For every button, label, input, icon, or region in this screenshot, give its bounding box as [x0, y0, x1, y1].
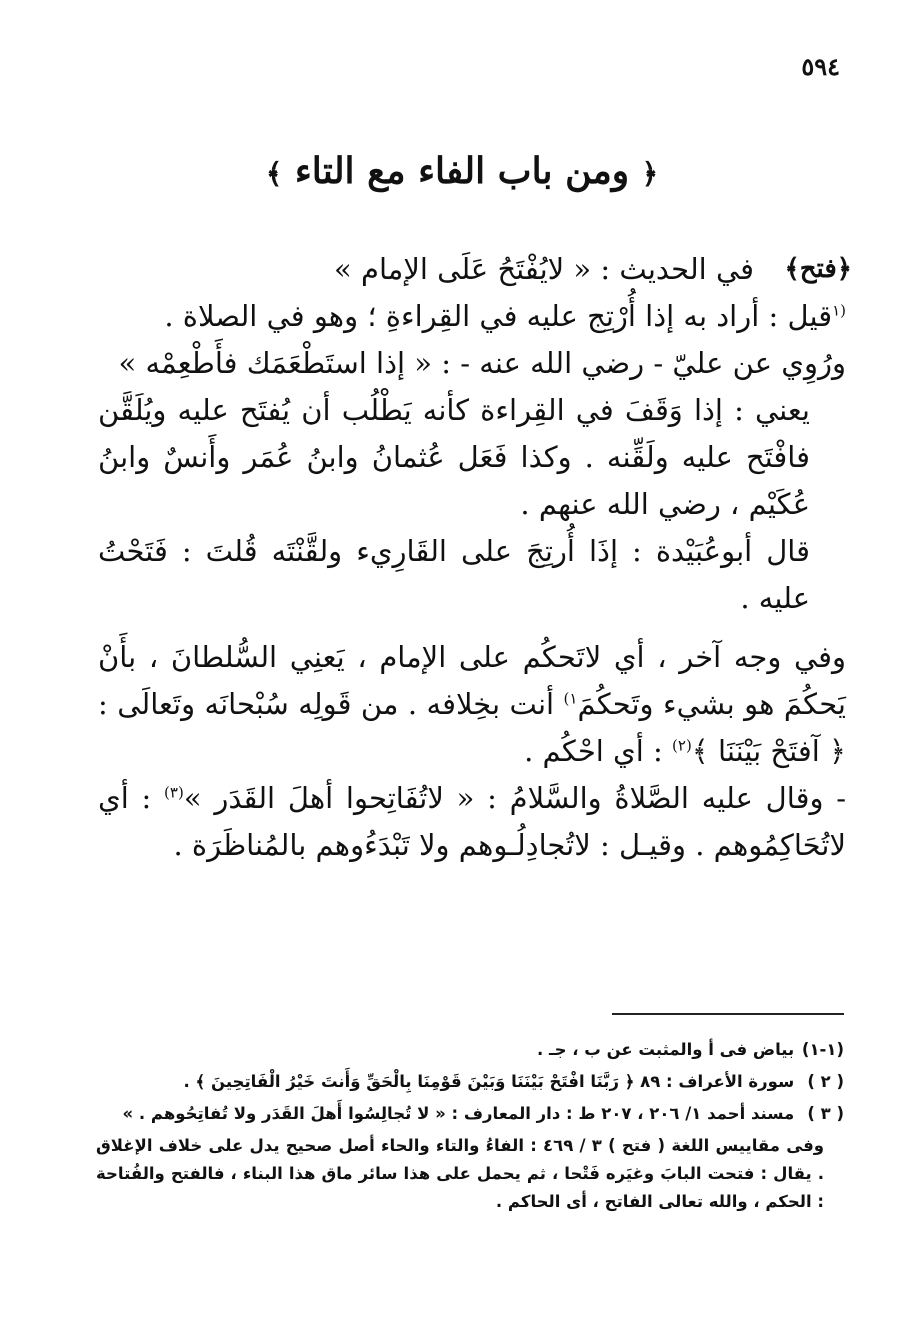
entry-paragraph-5: قال أبوعُبَيْدة : إذَا أُرتِجَ على القَارِيء ولقَّنْتَه قُلتَ : فَتَحْتُ عليه . — [98, 534, 811, 615]
footnote-marker: (٣) — [164, 783, 184, 802]
ornament-close: ﴾ — [265, 157, 283, 190]
page-number: ٥٩٤ — [801, 52, 840, 81]
footnote-3-continuation: وفى مقاييس اللغة ( فتح ) ٣ / ٤٦٩ : الفاءُ والتاء والحاء أصل صحيح يدل على خلاف الإغلاق . يقال : فتحت البابَ وغيَره فَتْحا ، ثم يحمل على هذا سائر ماق هذا البناء ، فالفتح والفُتاحة : الحكم ، والله تعالى الفاتح ، أى الحاكم . — [96, 1136, 824, 1211]
footnote-text: مسند أحمد ١/ ٢٠٦ ، ٢٠٧ ط : دار المعارف : « لا تُجالِسُوا أَهلَ القَدَر ولا تُفاتِحُوهم . » — [122, 1104, 795, 1123]
entry-headword: ﴿فتح﴾ — [784, 254, 852, 284]
footnote-number: ( ٢ ) — [807, 1072, 844, 1091]
footnote-marker: (٢) — [672, 736, 692, 755]
footnotes — [96, 1036, 844, 1216]
chapter-title — [0, 150, 924, 192]
footnote-1 — [96, 1036, 844, 1064]
footnote-marker: (١ — [832, 301, 846, 320]
footnote-number: ( ٣ ) — [807, 1104, 844, 1123]
paragraph-text: قيل : أراد به إذا أُرْتِج عليه في القِراءةِ ؛ وهو في الصلاة . — [164, 299, 833, 333]
chapter-title-text: ومن باب الفاء مع التاء — [294, 150, 630, 192]
paragraph-text: أنت بخِلافه . من قَولِه سُبْحانَه وتَعالَى : ﴿ آفتَحْ بَيْنَنَا ﴾ — [98, 687, 846, 768]
paragraph-text: - وقال عليه الصَّلاةُ والسَّلامُ : « لاتُفَاتِحوا أهلَ القَدَر » — [183, 781, 847, 815]
entry-paragraph-6 — [98, 634, 846, 775]
paragraph-text: وفي وجه آخر ، أي لاتَحكُم على الإمام ، يَعنِي السُّلطانَ ، بأَنْ يَحكُمَ هو بشيء وتَحكُمَ — [98, 640, 846, 721]
footnote-text: بياض فى أ والمثبت عن ب ، جـ . — [536, 1040, 795, 1059]
entry-paragraph-4: يعني : إذا وَقَفَ في القِراءة كأنه يَطْلُب أن يُفتَح عليه ويُلَقَّن فافْتَح عليه ولَقِّنه . وكذا فَعَل عُثمانُ وابنُ عُمَر وأَنسٌ وابنُ عُكَيْم ، رضي الله عنهم . — [98, 393, 810, 521]
footnote-3 — [96, 1100, 844, 1128]
paragraph-text: : أي احْكُم . — [524, 734, 663, 768]
footnote-2 — [96, 1068, 844, 1096]
entry-paragraph-2 — [98, 293, 846, 340]
entry-paragraph-3: ورُوِي عن عليّ - رضي الله عنه - : « إذا استَطْعَمَك فأَطْعِمْه » — [118, 346, 846, 380]
entry-paragraph-7 — [98, 775, 846, 869]
paragraph-text: : أي لاتُحَاكِمُوهم . وقيـل : لاتُجادِلُـوهم ولا تَبْدَءُوهم بالمُناظَرَة . — [98, 781, 846, 862]
footnote-divider — [612, 1013, 844, 1015]
footnote-text: سورة الأعراف : ٨٩ ﴿ رَبَّنَا افْتَحْ بَيْنَنَا وَبَيْنَ قَوْمِنَا بِالْحَقِّ وَأَنتَ خَيْرُ الْفَاتِحِينَ ﴾ . — [183, 1072, 795, 1091]
entry-hadith-text: في الحديث : « لايُفْتَحُ عَلَى الإمام » — [334, 252, 754, 286]
entry-first-line — [98, 246, 852, 293]
entry-body — [98, 246, 852, 869]
footnote-marker: ١) — [563, 689, 578, 708]
ornament-open: ﴿ — [641, 157, 659, 190]
footnote-number: (١-١) — [801, 1040, 844, 1059]
